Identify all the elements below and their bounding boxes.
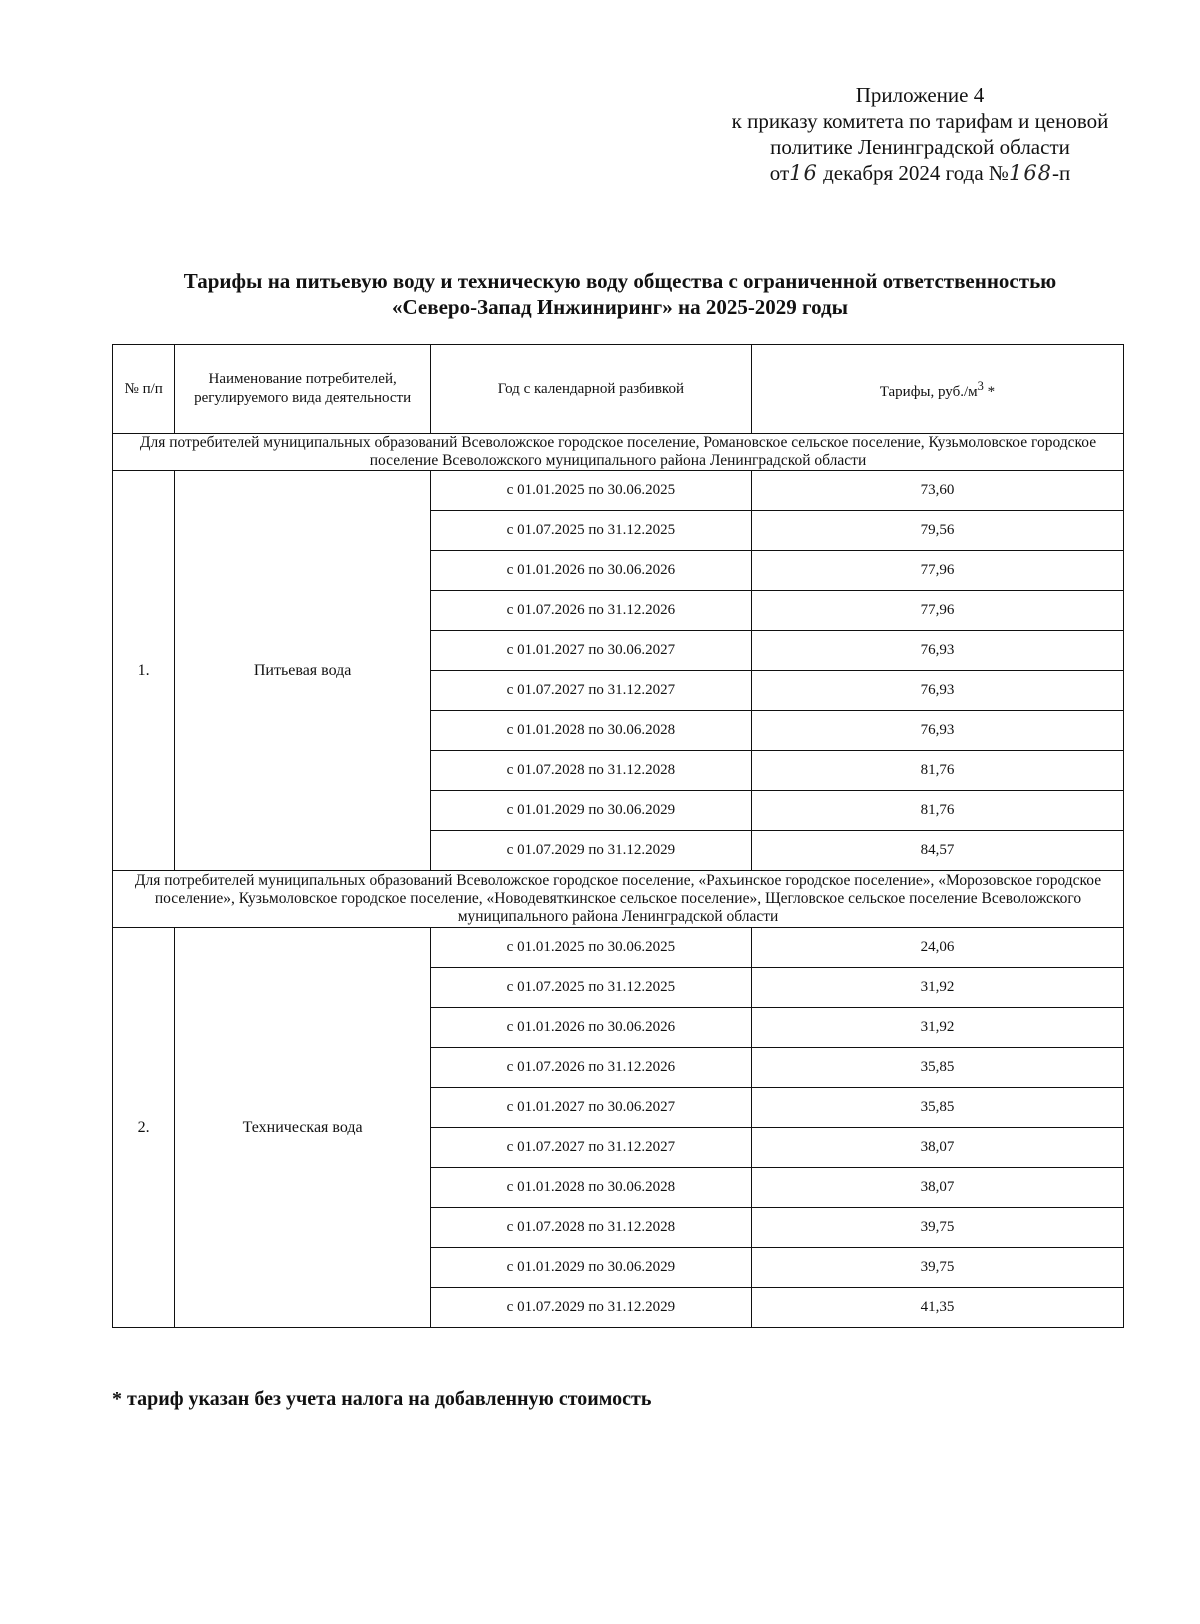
tariff-cell: 73,60 xyxy=(751,471,1123,511)
header-tariff xyxy=(751,345,1123,434)
item-number: 1. xyxy=(113,471,175,871)
tariff-cell: 31,92 xyxy=(751,968,1123,1008)
document-title xyxy=(100,268,1140,320)
tariff-cell: 38,07 xyxy=(751,1168,1123,1208)
tariff-cell: 79,56 xyxy=(751,511,1123,551)
item-number: 2. xyxy=(113,928,175,1328)
tariffs-table xyxy=(112,344,1124,1328)
tariff-cell: 31,92 xyxy=(751,1008,1123,1048)
period-cell: с 01.01.2025 по 30.06.2025 xyxy=(430,928,751,968)
title-line-1: Тарифы на питьевую воду и техническую воду общества с ограниченной ответственностью xyxy=(183,269,1057,293)
period-cell: с 01.07.2025 по 31.12.2025 xyxy=(430,968,751,1008)
period-cell: с 01.01.2028 по 30.06.2028 xyxy=(430,711,751,751)
tariff-cell: 76,93 xyxy=(751,671,1123,711)
tariff-cell: 35,85 xyxy=(751,1088,1123,1128)
period-cell: с 01.07.2028 по 31.12.2028 xyxy=(430,751,751,791)
period-cell: с 01.01.2025 по 30.06.2025 xyxy=(430,471,751,511)
date-middle: декабря 2024 года № xyxy=(823,161,1009,185)
tariff-cell: 39,75 xyxy=(751,1208,1123,1248)
header-period: Год с календарной разбивкой xyxy=(430,345,751,434)
period-cell: с 01.01.2028 по 30.06.2028 xyxy=(430,1168,751,1208)
table-row xyxy=(113,928,1124,968)
period-cell: с 01.07.2025 по 31.12.2025 xyxy=(430,511,751,551)
group-header-row xyxy=(113,871,1124,928)
group-header: Для потребителей муниципальных образований Всеволожское городское поселение, «Рахьинское городское поселение», «Морозовское городское поселение», Кузьмоловское городское поселение, «Новодевяткинское сельское поселение», Щегловское сельское поселение Всеволожского муниципального района Ленинградской области xyxy=(113,871,1124,928)
tariff-cell: 77,96 xyxy=(751,591,1123,631)
appendix-line-1: Приложение 4 xyxy=(855,83,985,107)
period-cell: с 01.01.2029 по 30.06.2029 xyxy=(430,791,751,831)
table-header-row xyxy=(113,345,1124,434)
tariff-cell: 35,85 xyxy=(751,1048,1123,1088)
appendix-date-line xyxy=(690,160,1150,186)
appendix-line-3: политике Ленинградской области xyxy=(770,135,1070,159)
date-day-handwritten: 16 xyxy=(789,161,818,185)
tariff-cell: 76,93 xyxy=(751,631,1123,671)
header-name: Наименование потребителей, регулируемого вида деятельности xyxy=(175,345,431,434)
period-cell: с 01.07.2026 по 31.12.2026 xyxy=(430,1048,751,1088)
tariff-cell: 41,35 xyxy=(751,1288,1123,1328)
footnote: * тариф указан без учета налога на добавленную стоимость xyxy=(112,1388,652,1410)
appendix-line-2: к приказу комитета по тарифам и ценовой xyxy=(731,109,1109,133)
period-cell: с 01.01.2029 по 30.06.2029 xyxy=(430,1248,751,1288)
title-line-2: «Северо-Запад Инжиниринг» на 2025-2029 годы xyxy=(391,295,848,319)
service-name: Техническая вода xyxy=(175,928,431,1328)
order-number-handwritten: 168 xyxy=(1008,161,1053,185)
tariff-cell: 81,76 xyxy=(751,791,1123,831)
period-cell: с 01.01.2027 по 30.06.2027 xyxy=(430,631,751,671)
table-row xyxy=(113,471,1124,511)
tariff-cell: 84,57 xyxy=(751,831,1123,871)
period-cell: с 01.01.2026 по 30.06.2026 xyxy=(430,1008,751,1048)
tariff-cell: 24,06 xyxy=(751,928,1123,968)
header-tariff-label: Тарифы, руб./м xyxy=(879,383,978,400)
group-header-row xyxy=(113,434,1124,471)
header-tariff-sup: 3 xyxy=(977,378,984,393)
group-header: Для потребителей муниципальных образований Всеволожское городское поселение, Романовское сельское поселение, Кузьмоловское городское поселение Всеволожского муниципального района Ленинградской области xyxy=(113,434,1124,471)
period-cell: с 01.07.2027 по 31.12.2027 xyxy=(430,671,751,711)
header-number: № п/п xyxy=(113,345,175,434)
tariff-cell: 76,93 xyxy=(751,711,1123,751)
period-cell: с 01.07.2026 по 31.12.2026 xyxy=(430,591,751,631)
period-cell: с 01.07.2029 по 31.12.2029 xyxy=(430,1288,751,1328)
service-name: Питьевая вода xyxy=(175,471,431,871)
period-cell: с 01.07.2029 по 31.12.2029 xyxy=(430,831,751,871)
date-prefix: от xyxy=(769,161,790,185)
period-cell: с 01.01.2027 по 30.06.2027 xyxy=(430,1088,751,1128)
tariff-cell: 39,75 xyxy=(751,1248,1123,1288)
order-suffix: -п xyxy=(1052,161,1071,185)
tariff-cell: 81,76 xyxy=(751,751,1123,791)
tariff-cell: 77,96 xyxy=(751,551,1123,591)
tariff-cell: 38,07 xyxy=(751,1128,1123,1168)
appendix-block xyxy=(690,82,1150,186)
period-cell: с 01.01.2026 по 30.06.2026 xyxy=(430,551,751,591)
header-tariff-mark: * xyxy=(983,383,996,400)
period-cell: с 01.07.2027 по 31.12.2027 xyxy=(430,1128,751,1168)
period-cell: с 01.07.2028 по 31.12.2028 xyxy=(430,1208,751,1248)
